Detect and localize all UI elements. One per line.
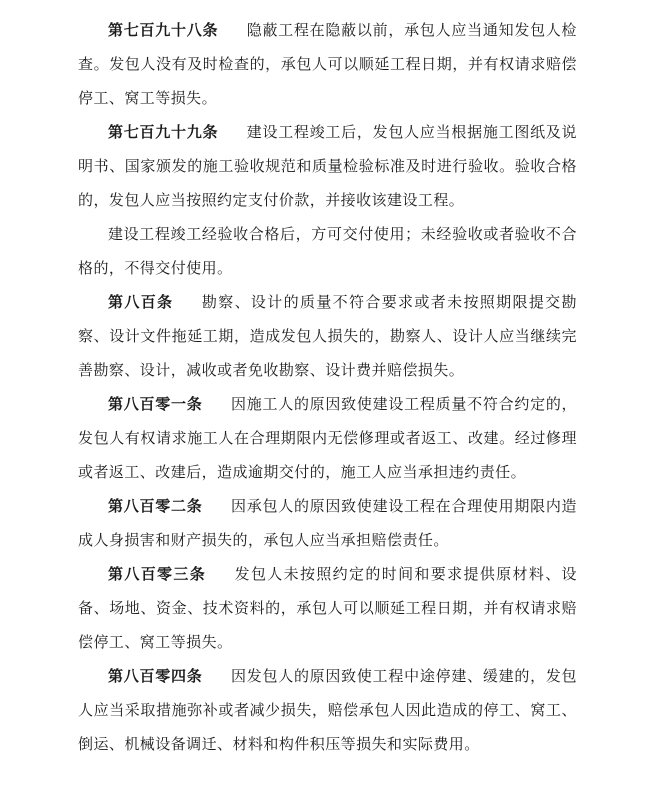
article-number: 第七百九十九条 <box>108 123 219 141</box>
legal-paragraph-article-804 <box>78 659 577 761</box>
legal-paragraph-article-798 <box>78 13 577 115</box>
article-body-text: 隐蔽工程在隐蔽以前，承包人应当通知发包人检查。发包人没有及时检查的，承包人可以顺延工程日期，并有权请求赔偿停工、窝工等损失。 <box>78 21 578 107</box>
legal-paragraph-article-801 <box>78 387 577 489</box>
article-body-text: 因承包人的原因致使建设工程在合理使用期限内造成人身损害和财产损失的，承包人应当承担赔偿责任。 <box>78 497 578 549</box>
article-number: 第七百九十八条 <box>108 21 219 39</box>
legal-paragraph-article-799 <box>78 115 577 217</box>
article-body-text: 建设工程竣工经验收合格后，方可交付使用；未经验收或者验收不合格的，不得交付使用。 <box>78 225 577 277</box>
article-body-text: 勘察、设计的质量不符合要求或者未按照期限提交勘察、设计文件拖延工期，造成发包人损失的，勘察人、设计人应当继续完善勘察、设计，减收或者免收勘察、设计费并赔偿损失。 <box>78 293 577 379</box>
article-body-text: 因施工人的原因致使建设工程质量不符合约定的，发包人有权请求施工人在合理期限内无偿修理或者返工、改建。经过修理或者返工、改建后，造成逾期交付的，施工人应当承担违约责任。 <box>78 395 578 481</box>
legal-paragraph-article-799-clause-2 <box>78 217 577 285</box>
article-number: 第八百条 <box>108 293 174 311</box>
article-number: 第八百零四条 <box>108 667 203 685</box>
article-number: 第八百零三条 <box>108 565 207 583</box>
article-body-text: 因发包人的原因致使工程中途停建、缓建的，发包人应当采取措施弥补或者减少损失，赔偿承包人因此造成的停工、窝工、倒运、机械设备调迁、材料和构件积压等损失和实际费用。 <box>78 667 578 753</box>
article-body-text: 发包人未按照约定的时间和要求提供原材料、设备、场地、资金、技术资料的，承包人可以顺延工程日期，并有权请求赔偿停工、窝工等损失。 <box>78 565 578 651</box>
article-body-text: 建设工程竣工后，发包人应当根据施工图纸及说明书、国家颁发的施工验收规范和质量检验标准及时进行验收。验收合格的，发包人应当按照约定支付价款，并接收该建设工程。 <box>78 123 578 209</box>
legal-paragraph-article-800 <box>78 285 577 387</box>
article-number: 第八百零一条 <box>108 395 203 413</box>
legal-paragraph-article-802 <box>78 489 577 557</box>
legal-paragraph-article-803 <box>78 557 577 659</box>
article-number: 第八百零二条 <box>108 497 203 515</box>
